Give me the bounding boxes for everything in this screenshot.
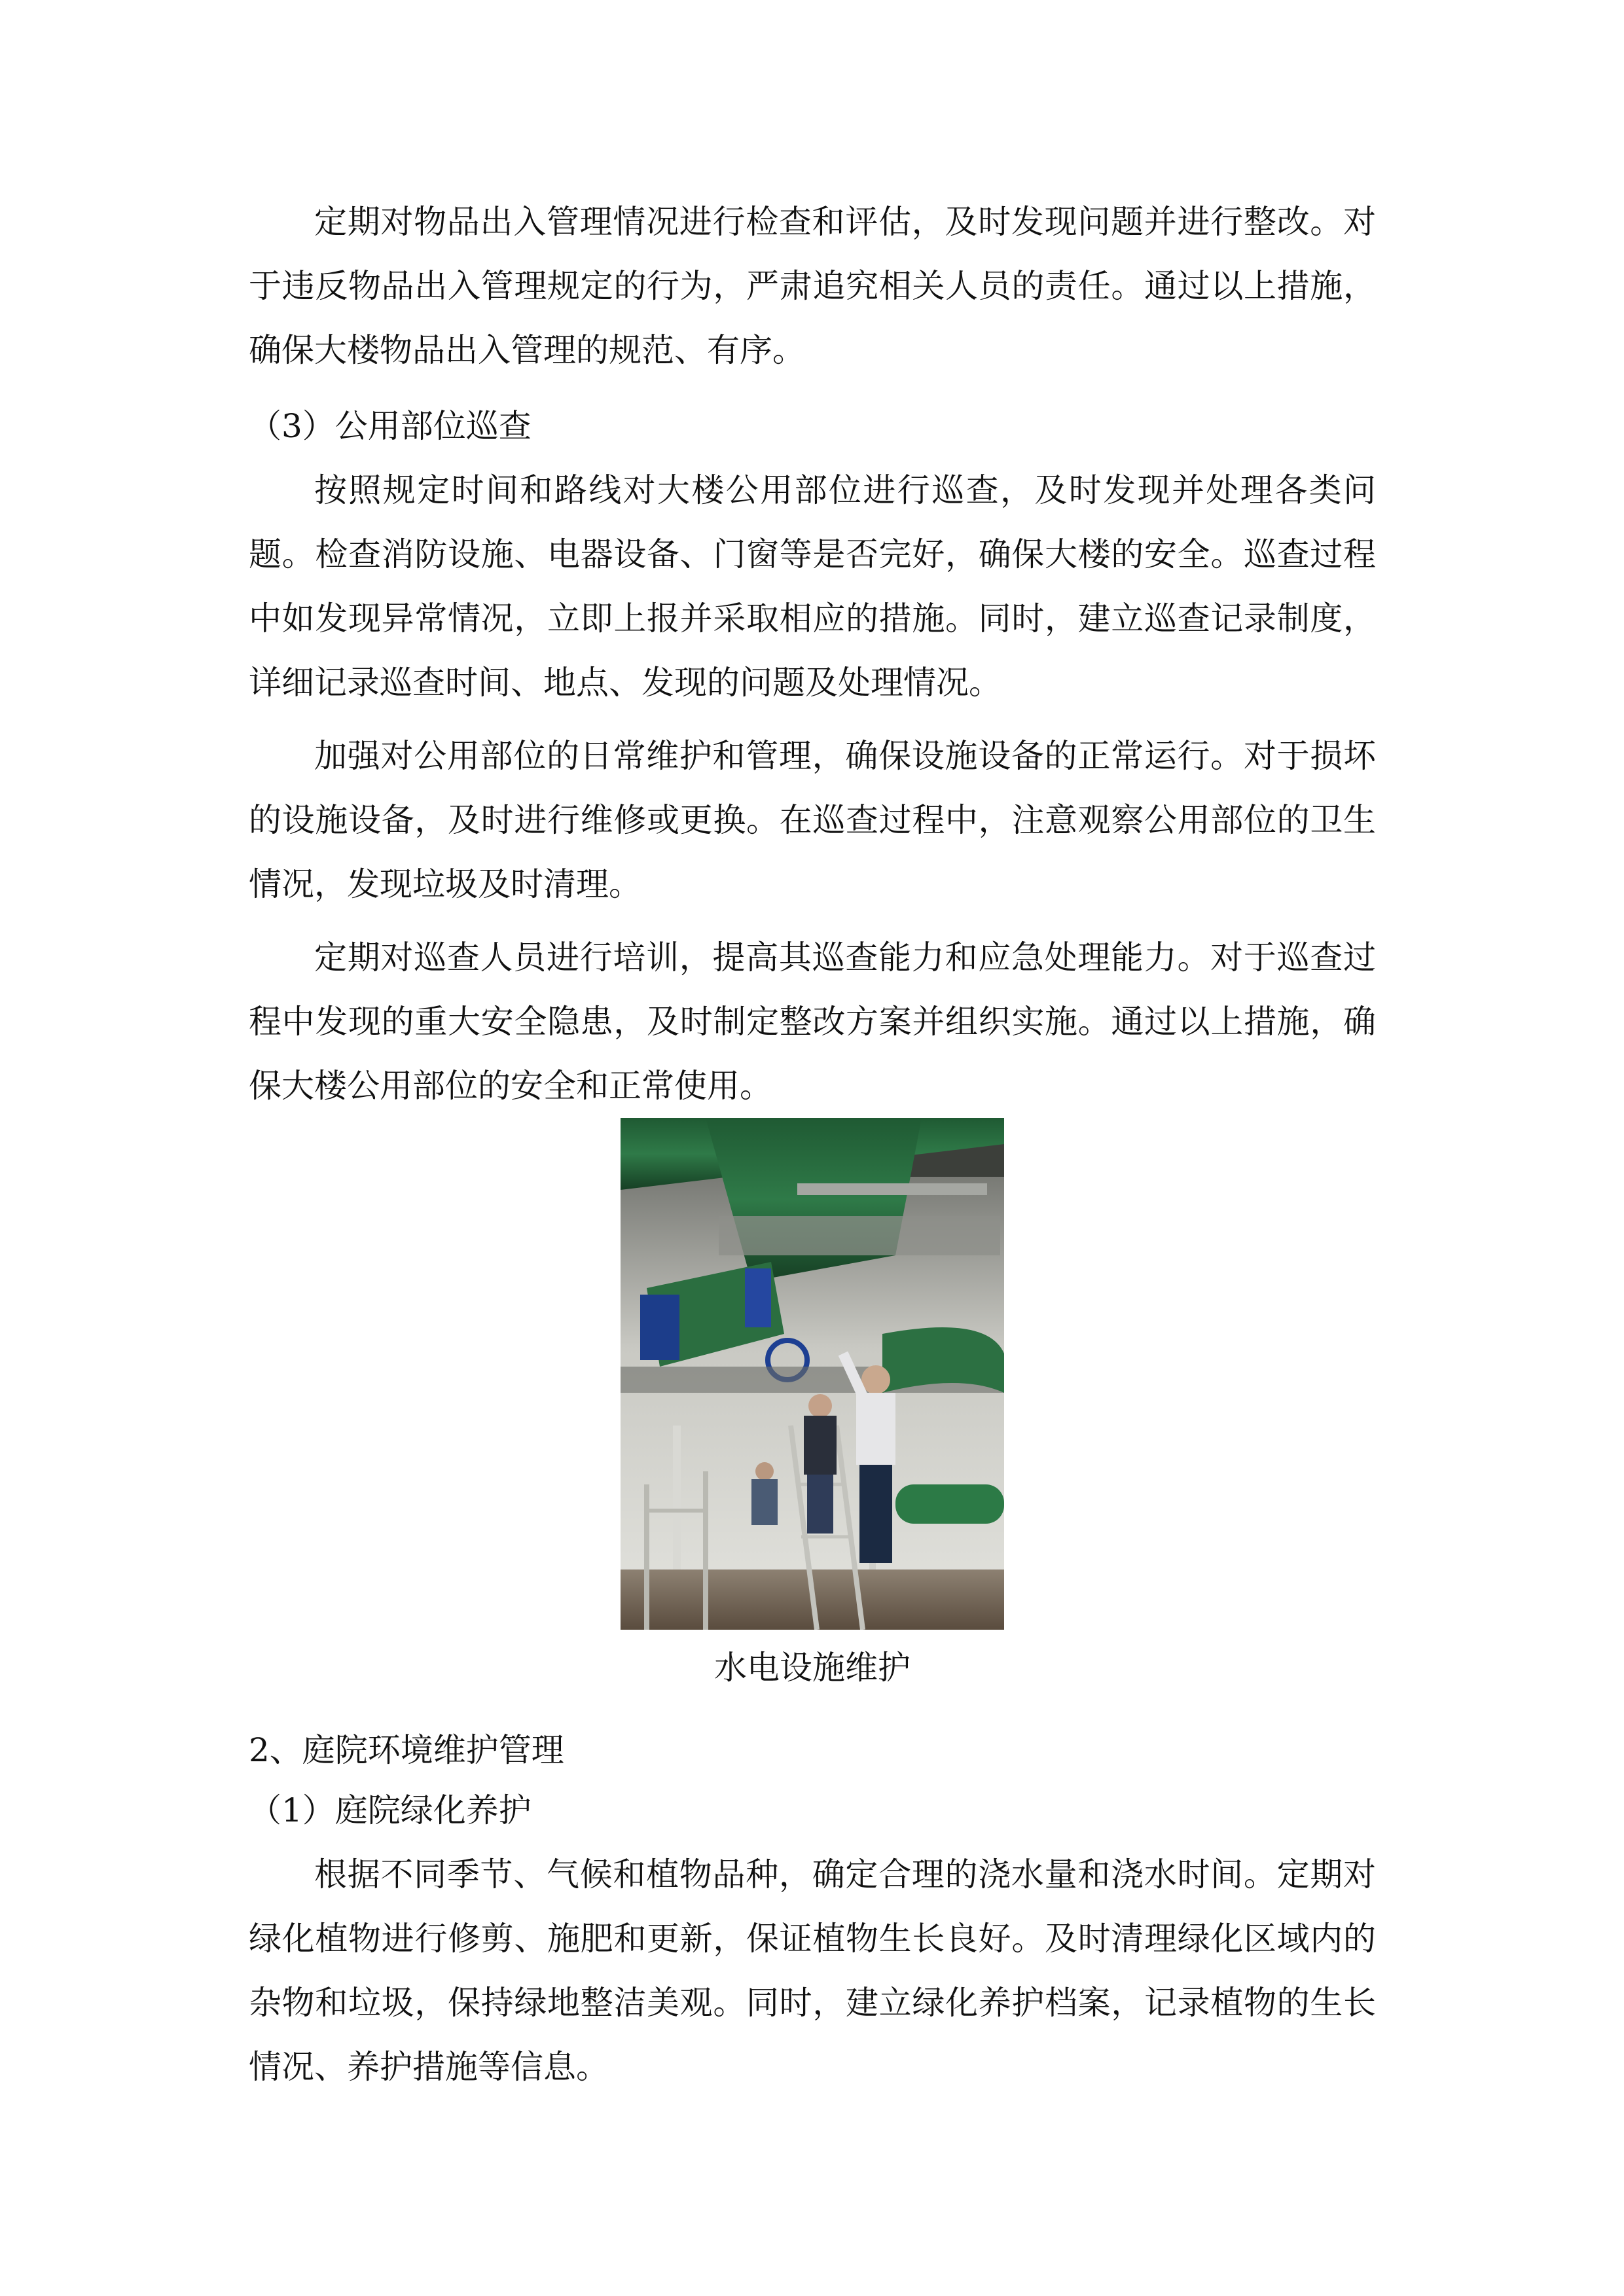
maintenance-photo — [621, 1118, 1004, 1630]
heading-public-area-patrol: （3）公用部位巡查 — [249, 407, 532, 445]
subheading-greening-maintenance: （1）庭院绿化养护 — [249, 1791, 532, 1829]
paragraph-inspection-evaluation: 定期对物品出入管理情况进行检查和评估，及时发现问题并进行整改。对于违反物品出入管理规定的行为，严肃追究相关人员的责任。通过以上措施，确保大楼物品出入管理的规范、有序。 — [249, 203, 1376, 369]
paragraph-staff-training: 定期对巡查人员进行培训，提高其巡查能力和应急处理能力。对于巡查过程中发现的重大安全隐患，及时制定整改方案并组织实施。通过以上措施，确保大楼公用部位的安全和正常使用。 — [249, 939, 1376, 1105]
section-heading-courtyard: 2、庭院环境维护管理 — [249, 1731, 564, 1769]
text-block-top — [249, 190, 1376, 1118]
paragraph-daily-maintenance: 加强对公用部位的日常维护和管理，确保设施设备的正常运行。对于损坏的设施设备，及时进行维修或更换。在巡查过程中，注意观察公用部位的卫生情况，发现垃圾及时清理。 — [249, 737, 1376, 903]
paragraph-patrol-procedure: 按照规定时间和路线对大楼公用部位进行巡查，及时发现并处理各类问题。检查消防设施、电器设备、门窗等是否完好，确保大楼的安全。巡查过程中如发现异常情况，立即上报并采取相应的措施。同时，建立巡查记录制度，详细记录巡查时间、地点、发现的问题及处理情况。 — [249, 471, 1376, 702]
photo-caption: 水电设施维护 — [714, 1649, 911, 1687]
paragraph-greening-care: 根据不同季节、气候和植物品种，确定合理的浇水量和浇水时间。定期对绿化植物进行修剪、施肥和更新，保证植物生长良好。及时清理绿化区域内的杂物和垃圾，保持绿地整洁美观。同时，建立绿化养护档案，记录植物的生长情况、养护措施等信息。 — [249, 1856, 1376, 2086]
text-block-bottom — [249, 1718, 1376, 2099]
